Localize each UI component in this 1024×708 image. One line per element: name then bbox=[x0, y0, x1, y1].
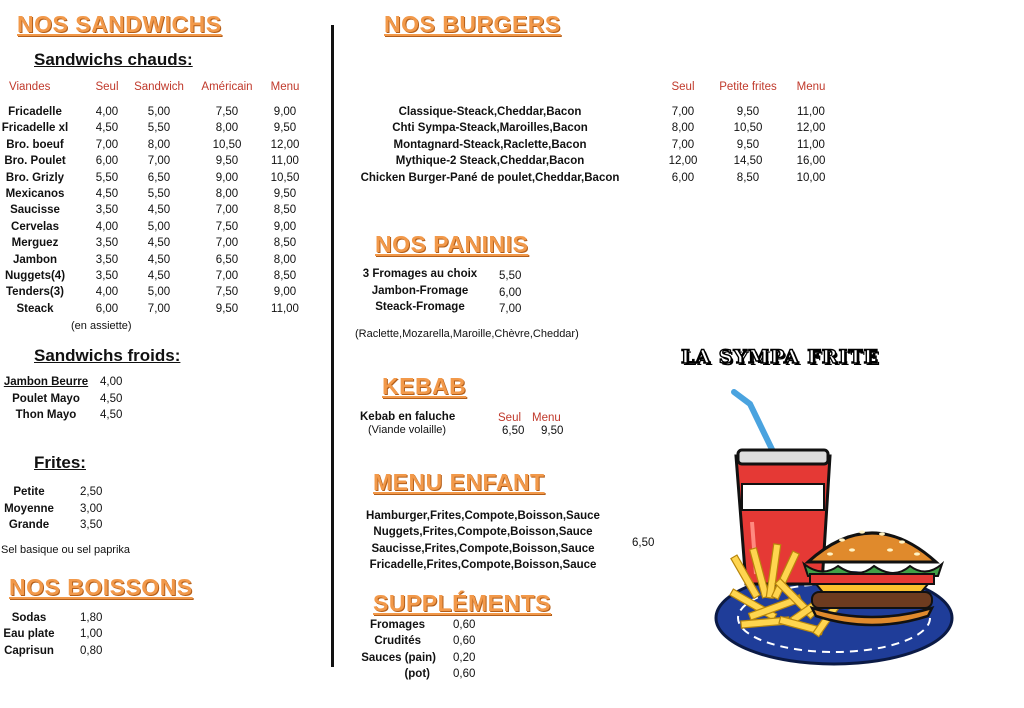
table-row-name: Fricadelle bbox=[8, 106, 62, 118]
kebab-header-seul: Seul bbox=[498, 412, 522, 424]
table-cell-price: 7,00 bbox=[147, 302, 171, 315]
table-cell-price: 9,50 bbox=[215, 155, 239, 168]
list-item-price: 7,00 bbox=[499, 303, 522, 315]
table-cell-price: 6,00 bbox=[95, 155, 119, 168]
table-cell-price: 7,50 bbox=[215, 286, 239, 299]
table-cell-price: 16,00 bbox=[796, 155, 826, 168]
list-item-name: (pot) bbox=[404, 668, 430, 680]
table-cell-price: 11,00 bbox=[797, 106, 825, 118]
table-row-name: Jambon bbox=[12, 253, 58, 266]
table-row-name: Montagnard-Steack,Raclette,Bacon bbox=[393, 138, 587, 151]
list-item-price: 4,00 bbox=[100, 376, 123, 388]
list-item: Saucisse,Frites,Compote,Boisson,Sauce bbox=[371, 543, 595, 555]
list-item-price: 1,80 bbox=[80, 612, 103, 624]
table-cell-price: 12,00 bbox=[796, 122, 826, 135]
kebab-title: KEBAB bbox=[382, 373, 467, 399]
kebab-name: Kebab en faluche bbox=[360, 411, 456, 423]
table-cell-price: 11,00 bbox=[271, 155, 299, 168]
table-cell-price: 3,50 bbox=[95, 270, 119, 282]
table-cell-price: 9,00 bbox=[273, 286, 297, 299]
list-item-name: Caprisun bbox=[4, 645, 54, 657]
table-cell-price: 10,50 bbox=[270, 171, 300, 184]
table-cell-price: 7,00 bbox=[671, 106, 695, 118]
table-row-name: Saucisse bbox=[10, 204, 60, 217]
table-cell-price: 8,00 bbox=[215, 122, 239, 135]
paninis-note: (Raclette,Mozarella,Maroille,Chèvre,Cheddar) bbox=[355, 328, 579, 340]
kebab-header-menu: Menu bbox=[532, 412, 561, 424]
list-item-name: Petite bbox=[13, 486, 45, 498]
list-item-name: Jambon Beurre bbox=[3, 376, 89, 388]
table-cell-price: 3,50 bbox=[95, 204, 119, 217]
table-cell-price: 12,00 bbox=[668, 155, 698, 168]
table-cell-price: 8,00 bbox=[147, 138, 171, 151]
paninis-title: NOS PANINIS bbox=[375, 231, 529, 257]
table-cell-price: 7,50 bbox=[215, 220, 239, 233]
table-row-name: Chti Sympa-Steack,Maroilles,Bacon bbox=[392, 122, 588, 135]
table-cell-price: 14,50 bbox=[733, 155, 763, 168]
column-divider bbox=[331, 25, 334, 667]
table-cell-price: 3,50 bbox=[95, 253, 119, 266]
list-item-price: 6,00 bbox=[499, 287, 522, 299]
list-item-name: Jambon-Fromage bbox=[371, 285, 469, 297]
table-cell-price: 6,50 bbox=[147, 171, 171, 184]
list-item-price: 0,20 bbox=[453, 652, 476, 664]
table-cell-price: 7,00 bbox=[671, 138, 695, 151]
table-cell-price: 8,50 bbox=[273, 270, 297, 282]
table-cell-price: 4,50 bbox=[95, 122, 119, 135]
table-cell-price: 10,50 bbox=[733, 122, 763, 135]
table-cell-price: 9,00 bbox=[273, 106, 297, 118]
table-cell-price: 10,50 bbox=[212, 138, 242, 151]
frites-title: Frites: bbox=[34, 453, 86, 472]
sandwichs-froids-title: Sandwichs froids: bbox=[34, 346, 181, 365]
list-item-price: 1,00 bbox=[80, 628, 103, 640]
steack-note: (en assiette) bbox=[71, 320, 132, 332]
table-row-name: Mythique-2 Steack,Cheddar,Bacon bbox=[395, 155, 585, 168]
table-cell-price: 7,00 bbox=[215, 204, 239, 217]
table-cell-price: 12,00 bbox=[270, 138, 300, 151]
burger-drink-illustration bbox=[712, 384, 972, 674]
table-row-name: Bro. Poulet bbox=[4, 155, 66, 168]
boissons-title: NOS BOISSONS bbox=[9, 574, 193, 600]
table-cell-price: 5,00 bbox=[147, 220, 171, 233]
table-cell-price: 8,50 bbox=[736, 171, 760, 184]
header-sandwich: Sandwich bbox=[134, 81, 184, 93]
table-cell-price: 4,50 bbox=[147, 253, 171, 266]
table-cell-price: 9,50 bbox=[273, 188, 297, 200]
list-item: Nuggets,Frites,Compote,Boisson,Sauce bbox=[373, 526, 593, 538]
list-item-price: 0,60 bbox=[453, 668, 476, 680]
table-cell-price: 5,50 bbox=[95, 171, 119, 184]
table-row-name: Fricadelle xl bbox=[1, 122, 69, 135]
kebab-price-seul: 6,50 bbox=[502, 425, 525, 437]
table-row-name: Chicken Burger-Pané de poulet,Cheddar,Bacon bbox=[360, 171, 620, 184]
list-item-name: Sodas bbox=[11, 612, 47, 624]
table-cell-price: 8,00 bbox=[273, 253, 297, 266]
table-cell-price: 4,50 bbox=[147, 204, 171, 217]
table-cell-price: 11,00 bbox=[797, 138, 825, 151]
list-item-price: 2,50 bbox=[80, 486, 103, 498]
header-menu: Menu bbox=[796, 81, 826, 93]
table-cell-price: 10,00 bbox=[796, 171, 826, 184]
list-item-price: 3,50 bbox=[80, 519, 103, 531]
list-item-name: Fromages bbox=[370, 619, 425, 631]
list-item-name: Sauces (pain) bbox=[361, 652, 436, 664]
table-cell-price: 3,50 bbox=[95, 237, 119, 250]
table-cell-price: 8,50 bbox=[273, 237, 297, 250]
table-cell-price: 7,00 bbox=[215, 270, 239, 282]
header-menu: Menu bbox=[270, 81, 300, 93]
table-cell-price: 8,00 bbox=[671, 122, 695, 135]
table-cell-price: 6,00 bbox=[671, 171, 695, 184]
table-row-name: Cervelas bbox=[11, 220, 59, 233]
table-cell-price: 5,00 bbox=[147, 106, 171, 118]
list-item-name: Grande bbox=[8, 519, 50, 531]
sandwichs-chauds-title: Sandwichs chauds: bbox=[34, 50, 193, 69]
table-cell-price: 6,50 bbox=[215, 253, 239, 266]
list-item-name: Steack-Fromage bbox=[375, 301, 465, 313]
table-cell-price: 11,00 bbox=[271, 302, 299, 315]
table-cell-price: 7,50 bbox=[215, 106, 239, 118]
list-item-name: 3 Fromages au choix bbox=[362, 268, 478, 280]
list-item: Hamburger,Frites,Compote,Boisson,Sauce bbox=[366, 510, 600, 522]
list-item-price: 5,50 bbox=[499, 270, 522, 282]
list-item-name: Eau plate bbox=[3, 628, 55, 640]
table-cell-price: 4,50 bbox=[147, 237, 171, 250]
table-cell-price: 4,50 bbox=[147, 270, 171, 282]
list-item-name: Crudités bbox=[374, 635, 421, 647]
list-item-price: 0,60 bbox=[453, 635, 476, 647]
header-seul: Seul bbox=[671, 81, 695, 93]
header-seul: Seul bbox=[95, 81, 119, 93]
table-cell-price: 9,00 bbox=[273, 220, 297, 233]
header-americain: Américain bbox=[201, 81, 253, 93]
header-viandes: Viandes bbox=[9, 81, 51, 93]
table-cell-price: 4,00 bbox=[95, 106, 119, 118]
table-row-name: Merguez bbox=[11, 237, 59, 250]
table-cell-price: 9,50 bbox=[273, 122, 297, 135]
menu-enfant-price: 6,50 bbox=[632, 537, 655, 549]
supplements-title: SUPPLÉMENTS bbox=[373, 590, 552, 616]
table-cell-price: 4,00 bbox=[95, 286, 119, 299]
kebab-sub: (Viande volaille) bbox=[368, 424, 447, 436]
table-cell-price: 9,50 bbox=[736, 106, 760, 118]
table-cell-price: 7,00 bbox=[215, 237, 239, 250]
list-item-price: 3,00 bbox=[80, 503, 103, 515]
sandwichs-title: NOS SANDWICHS bbox=[17, 11, 222, 37]
table-cell-price: 8,50 bbox=[273, 204, 297, 217]
table-row-name: Nuggets(4) bbox=[4, 270, 66, 282]
table-row-name: Tenders(3) bbox=[6, 286, 64, 299]
table-row-name: Steack bbox=[16, 302, 54, 315]
table-cell-price: 4,00 bbox=[95, 220, 119, 233]
brand-logo: LA SYMPA FRITE bbox=[681, 346, 880, 368]
list-item-price: 4,50 bbox=[100, 393, 123, 405]
table-row-name: Mexicanos bbox=[5, 188, 65, 200]
table-cell-price: 9,00 bbox=[215, 171, 239, 184]
list-item: Fricadelle,Frites,Compote,Boisson,Sauce bbox=[369, 559, 597, 571]
table-cell-price: 4,50 bbox=[95, 188, 119, 200]
list-item-name: Poulet Mayo bbox=[12, 393, 80, 405]
header-petite-frites: Petite frites bbox=[719, 81, 777, 93]
frites-note: Sel basique ou sel paprika bbox=[1, 544, 131, 556]
table-cell-price: 7,00 bbox=[147, 155, 171, 168]
table-row-name: Bro. Grizly bbox=[5, 171, 65, 184]
table-cell-price: 5,50 bbox=[147, 122, 171, 135]
list-item-name: Thon Mayo bbox=[15, 409, 77, 421]
table-cell-price: 8,00 bbox=[215, 188, 239, 200]
table-cell-price: 9,50 bbox=[215, 302, 239, 315]
table-cell-price: 7,00 bbox=[95, 138, 119, 151]
list-item-price: 0,80 bbox=[80, 645, 103, 657]
list-item-price: 4,50 bbox=[100, 409, 123, 421]
table-cell-price: 5,00 bbox=[147, 286, 171, 299]
list-item-price: 0,60 bbox=[453, 619, 476, 631]
table-cell-price: 6,00 bbox=[95, 302, 119, 315]
burgers-title: NOS BURGERS bbox=[384, 11, 561, 37]
kebab-price-menu: 9,50 bbox=[541, 425, 564, 437]
menu-enfant-title: MENU ENFANT bbox=[373, 469, 545, 495]
table-cell-price: 5,50 bbox=[147, 188, 171, 200]
table-cell-price: 9,50 bbox=[736, 138, 760, 151]
list-item-name: Moyenne bbox=[4, 503, 54, 515]
table-row-name: Classique-Steack,Cheddar,Bacon bbox=[398, 106, 582, 118]
table-row-name: Bro. boeuf bbox=[6, 138, 64, 151]
